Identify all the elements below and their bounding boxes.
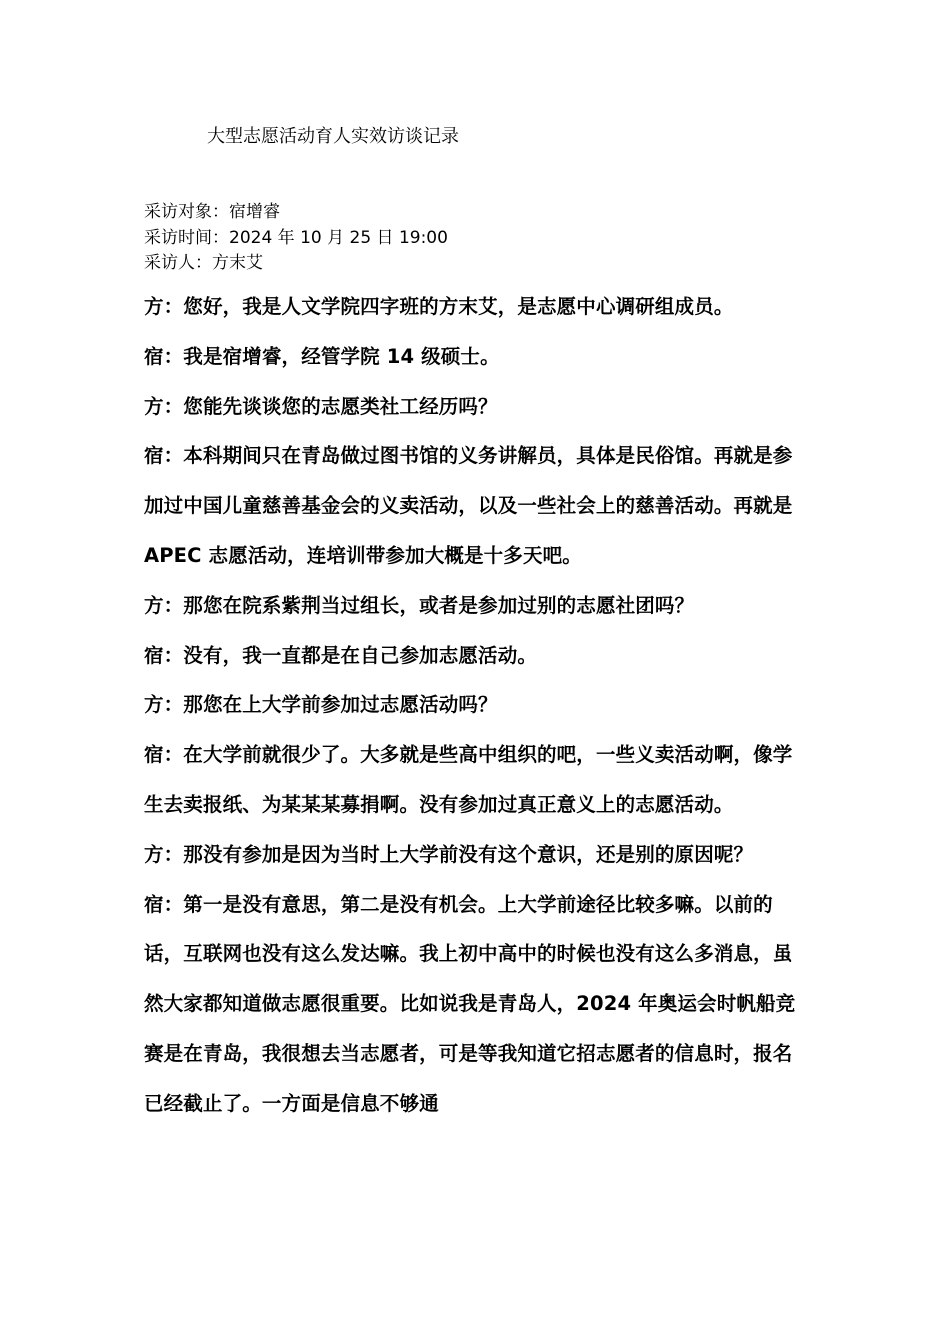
interviewee-line: 采访对象：宿增睿 <box>144 202 280 222</box>
interviewer-line: 采访人：方末艾 <box>144 253 263 273</box>
transcript-paragraph: 宿：我是宿增睿，经管学院 14 级硕士。 <box>144 344 500 368</box>
transcript-paragraph: 方：您好，我是人文学院四字班的方末艾，是志愿中心调研组成员。 <box>144 295 734 318</box>
interview-metadata <box>144 200 448 277</box>
transcript-paragraph: 宿：第一是没有意思，第二是没有机会。上大学前途径比较多嘛。以前的话，互联网也没有这么发达嘛。我上初中高中的时候也没有这么多消息，虽然大家都知道做志愿很重要。比如说我是青岛人，2024 年奥运会时帆船竞赛是在青岛，我很想去当志愿者，可是等我知道它招志愿者的信息时，报名已经截止了。一方面是信息不够通 <box>144 892 796 1115</box>
transcript-paragraph: 宿：本科期间只在青岛做过图书馆的义务讲解员，具体是民俗馆。再就是参加过中国儿童慈善基金会的义卖活动，以及一些社会上的慈善活动。再就是 APEC 志愿活动，连培训带参加大概是十多天吧。 <box>144 444 793 567</box>
transcript-paragraph: 宿：在大学前就很少了。大多就是些高中组织的吧，一些义卖活动啊，像学生去卖报纸、为某某某募捐啊。没有参加过真正意义上的志愿活动。 <box>144 743 793 816</box>
transcript-paragraph: 方：那您在上大学前参加过志愿活动吗？ <box>144 693 498 717</box>
document-title: 大型志愿活动育人实效访谈记录 <box>207 126 459 147</box>
transcript-paragraph: 宿：没有，我一直都是在自己参加志愿活动。 <box>144 643 538 667</box>
transcript-paragraph: 方：您能先谈谈您的志愿类社工经历吗？ <box>144 394 498 418</box>
interview-time-line: 采访时间：2024 年 10 月 25 日 19:00 <box>144 227 448 248</box>
transcript-paragraph: 方：那没有参加是因为当时上大学前没有这个意识，还是别的原因呢？ <box>144 842 754 866</box>
interview-transcript <box>144 282 812 1129</box>
transcript-paragraph: 方：那您在院系紫荆当过组长，或者是参加过别的志愿社团吗？ <box>144 593 695 617</box>
